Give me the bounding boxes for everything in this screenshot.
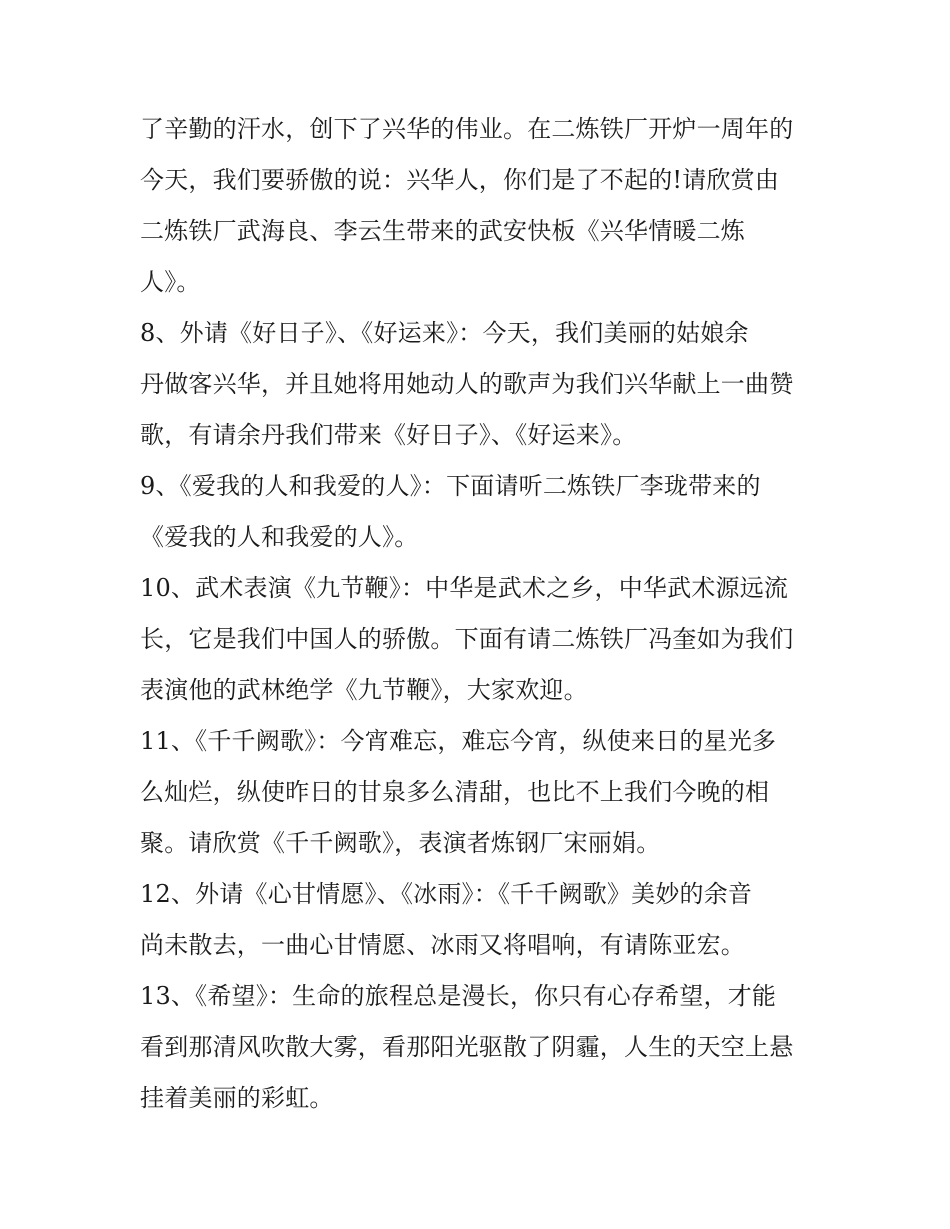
text-line: 10、武术表演《九节鞭》：中华是武术之乡，中华武术源远流: [140, 574, 789, 602]
text-line: 么灿烂，纵使昨日的甘泉多么清甜，也比不上我们今晚的相: [140, 778, 770, 806]
text-line: 13、《希望》：生命的旅程总是漫长，你只有心存希望，才能: [140, 982, 777, 1010]
text-line: 11、《千千阙歌》：今宵难忘，难忘今宵，纵使来日的星光多: [140, 727, 777, 755]
text-line: 表演他的武林绝学《九节鞭》，大家欢迎。: [140, 676, 588, 704]
text-line: 12、外请《心甘情愿》、《冰雨》：《千千阙歌》美妙的余音: [140, 880, 753, 908]
text-line: 了辛勤的汗水，创下了兴华的伟业。在二炼铁厂开炉一周年的: [140, 115, 794, 143]
text-line: 二炼铁厂武海良、李云生带来的武安快板《兴华情暖二炼: [140, 217, 745, 245]
text-line: 长，它是我们中国人的骄傲。下面有请二炼铁厂冯奎如为我们: [140, 625, 794, 653]
text-line: 9、《爱我的人和我爱的人》：下面请听二炼铁厂李珑带来的: [140, 472, 761, 500]
text-line: 人》。: [140, 268, 201, 296]
text-line: 尚未散去，一曲心甘情愿、冰雨又将唱响，有请陈亚宏。: [140, 931, 745, 959]
document-body: [140, 104, 820, 1124]
text-line: 《爱我的人和我爱的人》。: [140, 523, 419, 551]
text-line: 看到那清风吹散大雾，看那阳光驱散了阴霾，人生的天空上悬: [140, 1033, 794, 1061]
text-line: 丹做客兴华，并且她将用她动人的歌声为我们兴华献上一曲赞: [140, 370, 794, 398]
text-line: 今天，我们要骄傲的说：兴华人，你们是了不起的!请欣赏由: [140, 166, 780, 194]
text-line: 歌，有请余丹我们带来《好日子》、《好运来》。: [140, 421, 637, 449]
text-line: 挂着美丽的彩虹。: [140, 1084, 334, 1112]
text-line: 聚。请欣赏《千千阙歌》，表演者炼钢厂宋丽娟。: [140, 829, 661, 857]
text-line: 8、外请《好日子》、《好运来》：今天，我们美丽的姑娘余: [140, 319, 749, 347]
